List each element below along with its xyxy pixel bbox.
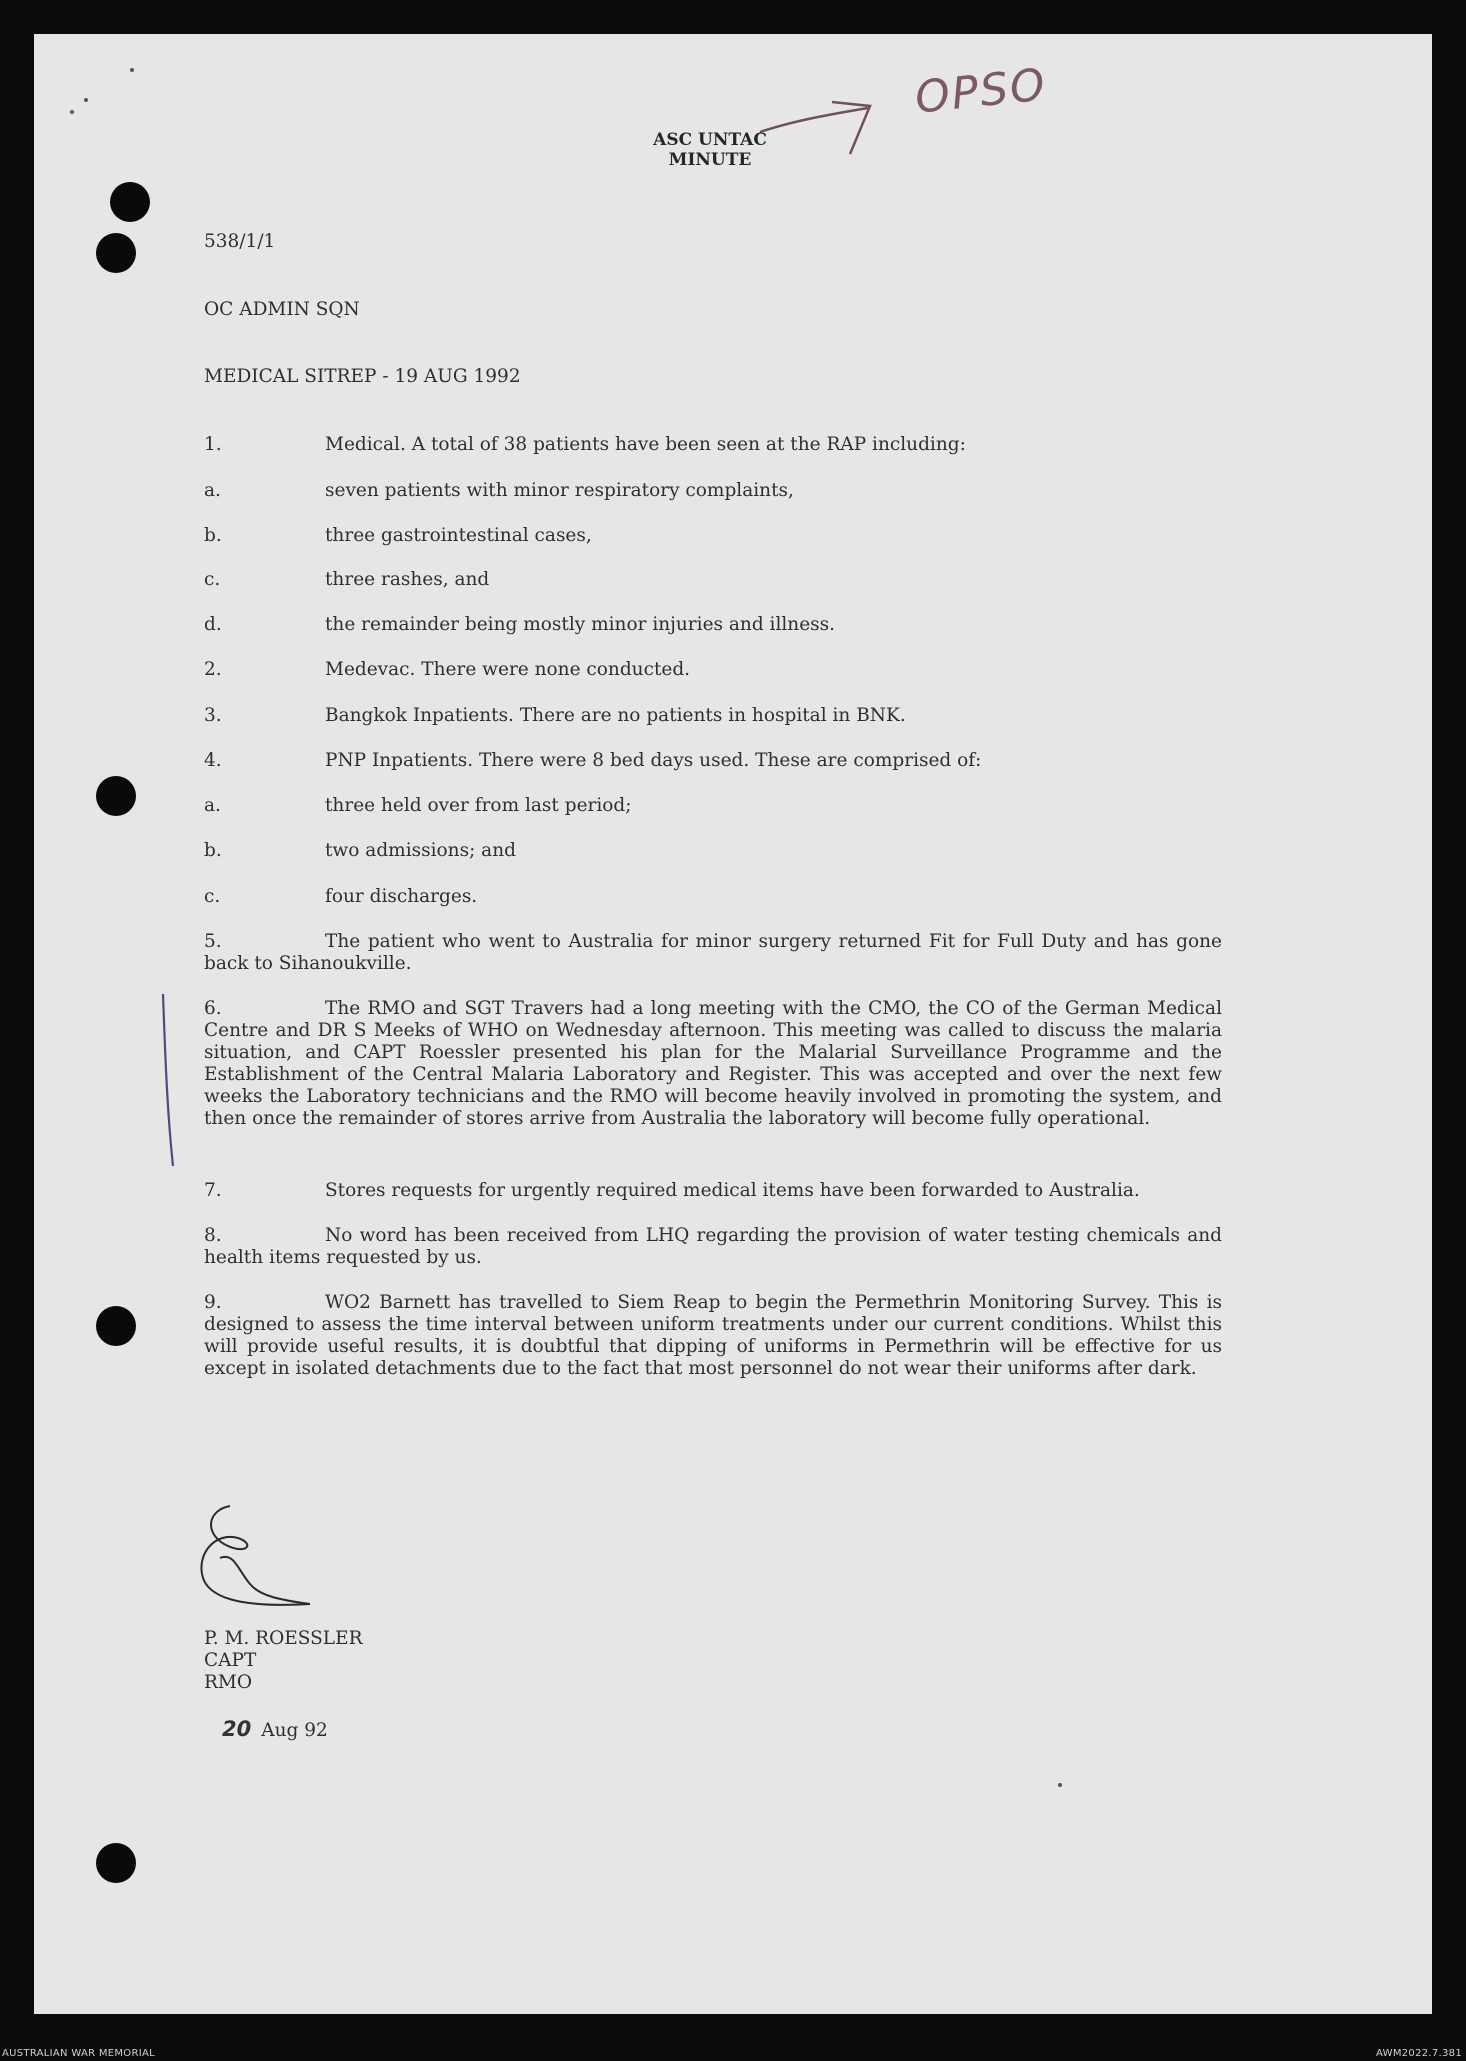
list-item: 2. Medevac. There were none conducted. <box>204 659 691 680</box>
signatory-role: RMO <box>204 1672 253 1693</box>
paper-speck <box>70 110 74 114</box>
punch-hole <box>96 1843 136 1883</box>
document-date <box>222 1718 328 1742</box>
list-item: d. the remainder being mostly minor injuries and illness. <box>204 614 836 635</box>
punch-hole <box>96 776 136 816</box>
footer-right: AWM2022.7.381 <box>1376 2048 1462 2059</box>
paper-speck <box>84 98 88 102</box>
list-item: 3. Bangkok Inpatients. There are no patients in hospital in BNK. <box>204 705 906 726</box>
list-item: 4. PNP Inpatients. There were 8 bed days used. These are comprised of: <box>204 750 982 771</box>
handwritten-annotation: OPSO <box>912 59 1050 124</box>
signature-block <box>204 1628 363 1694</box>
paragraph: 7. Stores requests for urgently required medical items have been forwarded to Australia. <box>204 1180 1140 1201</box>
paragraph: 9. WO2 Barnett has travelled to Siem Reap to begin the Permethrin Monitoring Survey. This is designed to assess the time interval between uniform treatments under our current conditions. Whilst this will provide useful results, it is doubtful that dipping of uniforms in Permethrin will be effective for us except in isolated detachments due to the fact that most personnel do not wear their uniforms after dark. <box>204 1292 1222 1379</box>
list-item: c. four discharges. <box>204 886 478 907</box>
paper-speck <box>1058 1783 1062 1787</box>
list-item: 1. Medical. A total of 38 patients have been seen at the RAP including: <box>204 434 966 455</box>
list-item: b. three gastrointestinal cases, <box>204 525 592 546</box>
list-item: a. three held over from last period; <box>204 795 632 816</box>
paragraph: 5. The patient who went to Australia for minor surgery returned Fit for Full Duty and has gone back to Sihanoukville. <box>204 931 1222 974</box>
reference-number: 538/1/1 <box>204 231 276 252</box>
paragraph: 8. No word has been received from LHQ regarding the provision of water testing chemicals and health items requested by us. <box>204 1225 1222 1268</box>
paragraph: 6. The RMO and SGT Travers had a long meeting with the CMO, the CO of the German Medical Centre and DR S Meeks of WHO on Wednesday afternoon. This meeting was called to discuss the malaria situation, and CAPT Roessler presented his plan for the Malarial Surveillance Programme and the Establishment of the Central Malaria Laboratory and Register. This was accepted and over the next few weeks the Laboratory technicians and the RMO will become heavily involved in promoting the system, and then once the remainder of stores arrive from Australia the laboratory will become fully operational. <box>204 998 1222 1129</box>
margin-line-icon <box>157 990 177 1170</box>
header-line-2: MINUTE <box>668 150 752 170</box>
list-item: c. three rashes, and <box>204 569 490 590</box>
list-item: b. two admissions; and <box>204 840 516 861</box>
punch-hole <box>96 1306 136 1346</box>
date-month-year: Aug 92 <box>261 1720 328 1741</box>
addressee: OC ADMIN SQN <box>204 299 360 320</box>
footer-left: AUSTRALIAN WAR MEMORIAL <box>2 2048 155 2059</box>
signature-icon <box>190 1500 330 1620</box>
subject-line: MEDICAL SITREP - 19 AUG 1992 <box>204 366 521 387</box>
paper-speck <box>130 68 134 72</box>
document-header <box>560 130 860 170</box>
signatory-name: P. M. ROESSLER <box>204 1628 363 1649</box>
punch-hole <box>110 182 150 222</box>
list-item: a. seven patients with minor respiratory complaints, <box>204 480 794 501</box>
punch-hole <box>96 233 136 273</box>
header-line-1: ASC UNTAC <box>653 130 767 150</box>
handwritten-day: 20 <box>222 1717 252 1741</box>
signatory-rank: CAPT <box>204 1650 257 1671</box>
